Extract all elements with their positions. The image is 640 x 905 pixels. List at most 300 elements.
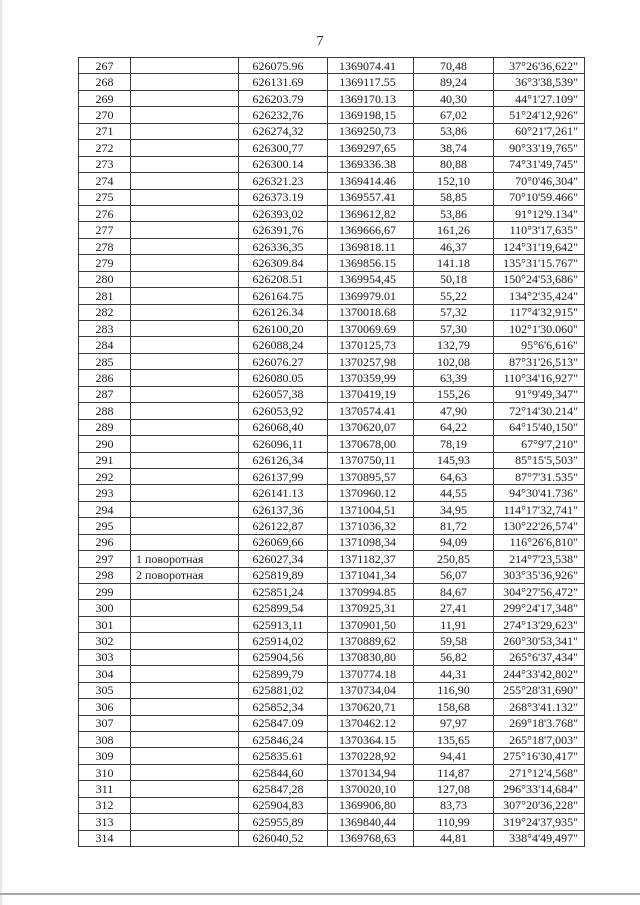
point-number-cell: 293 xyxy=(79,485,131,501)
table-row xyxy=(79,633,585,649)
distance-cell: 145,93 xyxy=(414,452,494,468)
table-row xyxy=(79,600,585,616)
point-number-cell: 296 xyxy=(79,534,131,550)
direction-angle-cell: 87°7'31.535" xyxy=(494,468,585,484)
x-coordinate-cell: 626122,87 xyxy=(239,518,328,534)
distance-cell: 53,86 xyxy=(414,205,494,221)
distance-cell: 155,26 xyxy=(414,386,494,402)
direction-angle-cell: 67°9'7,210" xyxy=(494,436,585,452)
point-type-cell xyxy=(131,189,239,205)
distance-cell: 56,07 xyxy=(414,567,494,583)
y-coordinate-cell: 1369666,67 xyxy=(328,222,414,238)
x-coordinate-cell: 626391,76 xyxy=(239,222,328,238)
point-number-cell: 303 xyxy=(79,649,131,665)
y-coordinate-cell: 1369954,45 xyxy=(328,271,414,287)
point-number-cell: 286 xyxy=(79,370,131,386)
direction-angle-cell: 37°26'36,622" xyxy=(494,58,585,74)
direction-angle-cell: 114°17'32,741" xyxy=(494,501,585,517)
direction-angle-cell: 269°18'3.768" xyxy=(494,715,585,731)
distance-cell: 55,22 xyxy=(414,288,494,304)
table-row xyxy=(79,567,585,583)
x-coordinate-cell: 626393,02 xyxy=(239,205,328,221)
direction-angle-cell: 271°12'4,568" xyxy=(494,764,585,780)
x-coordinate-cell: 625844,60 xyxy=(239,764,328,780)
point-number-cell: 274 xyxy=(79,173,131,189)
direction-angle-cell: 70°0'46,304" xyxy=(494,173,585,189)
point-number-cell: 280 xyxy=(79,271,131,287)
point-type-cell xyxy=(131,781,239,797)
table-row xyxy=(79,682,585,698)
point-number-cell: 304 xyxy=(79,666,131,682)
point-type-cell xyxy=(131,452,239,468)
direction-angle-cell: 274°13'29,623" xyxy=(494,616,585,632)
point-type-cell xyxy=(131,173,239,189)
distance-cell: 81,72 xyxy=(414,518,494,534)
x-coordinate-cell: 625913,11 xyxy=(239,616,328,632)
table-row xyxy=(79,452,585,468)
point-type-cell xyxy=(131,271,239,287)
x-coordinate-cell: 626131.69 xyxy=(239,74,328,90)
distance-cell: 59,58 xyxy=(414,633,494,649)
distance-cell: 158,68 xyxy=(414,699,494,715)
x-coordinate-cell: 626100,20 xyxy=(239,321,328,337)
x-coordinate-cell: 625899,79 xyxy=(239,666,328,682)
direction-angle-cell: 94°30'41.736" xyxy=(494,485,585,501)
x-coordinate-cell: 625847.09 xyxy=(239,715,328,731)
point-type-cell: 2 поворотная xyxy=(131,567,239,583)
point-number-cell: 272 xyxy=(79,140,131,156)
point-number-cell: 282 xyxy=(79,304,131,320)
point-type-cell xyxy=(131,633,239,649)
table-row xyxy=(79,748,585,764)
direction-angle-cell: 117°4'32,915" xyxy=(494,304,585,320)
table-row xyxy=(79,830,585,846)
point-type-cell xyxy=(131,649,239,665)
distance-cell: 110,99 xyxy=(414,814,494,830)
y-coordinate-cell: 1369612,82 xyxy=(328,205,414,221)
page-number: 7 xyxy=(316,34,324,49)
y-coordinate-cell: 1369198,15 xyxy=(328,107,414,123)
distance-cell: 127,08 xyxy=(414,781,494,797)
direction-angle-cell: 244°33'42,802" xyxy=(494,666,585,682)
x-coordinate-cell: 626053,92 xyxy=(239,403,328,419)
distance-cell: 44,31 xyxy=(414,666,494,682)
point-type-cell xyxy=(131,518,239,534)
point-number-cell: 297 xyxy=(79,551,131,567)
y-coordinate-cell: 1369414.46 xyxy=(328,173,414,189)
table-row xyxy=(79,468,585,484)
table-row xyxy=(79,74,585,90)
point-type-cell xyxy=(131,107,239,123)
distance-cell: 27,41 xyxy=(414,600,494,616)
distance-cell: 132,79 xyxy=(414,337,494,353)
x-coordinate-cell: 626088,24 xyxy=(239,337,328,353)
direction-angle-cell: 51°24'12,926" xyxy=(494,107,585,123)
x-coordinate-cell: 625899,54 xyxy=(239,600,328,616)
table-row xyxy=(79,666,585,682)
point-number-cell: 314 xyxy=(79,830,131,846)
distance-cell: 152,10 xyxy=(414,173,494,189)
direction-angle-cell: 275°16'30,417" xyxy=(494,748,585,764)
x-coordinate-cell: 626126.34 xyxy=(239,304,328,320)
y-coordinate-cell: 1370574.41 xyxy=(328,403,414,419)
table-row xyxy=(79,534,585,550)
point-type-cell xyxy=(131,90,239,106)
table-row xyxy=(79,321,585,337)
x-coordinate-cell: 626208.51 xyxy=(239,271,328,287)
point-type-cell xyxy=(131,534,239,550)
distance-cell: 89,24 xyxy=(414,74,494,90)
point-number-cell: 294 xyxy=(79,501,131,517)
direction-angle-cell: 85°15'5,503" xyxy=(494,452,585,468)
direction-angle-cell: 134°2'35,424" xyxy=(494,288,585,304)
distance-cell: 116,90 xyxy=(414,682,494,698)
table-row xyxy=(79,271,585,287)
y-coordinate-cell: 1370774.18 xyxy=(328,666,414,682)
table-row xyxy=(79,814,585,830)
table-row xyxy=(79,222,585,238)
point-type-cell xyxy=(131,58,239,74)
distance-cell: 102,08 xyxy=(414,353,494,369)
distance-cell: 40,30 xyxy=(414,90,494,106)
coordinates-table xyxy=(78,57,585,847)
x-coordinate-cell: 626141.13 xyxy=(239,485,328,501)
point-type-cell xyxy=(131,255,239,271)
point-type-cell xyxy=(131,699,239,715)
scan-bottom-edge xyxy=(0,893,640,895)
y-coordinate-cell: 1370462.12 xyxy=(328,715,414,731)
y-coordinate-cell: 1370678,00 xyxy=(328,436,414,452)
y-coordinate-cell: 1370960.12 xyxy=(328,485,414,501)
point-number-cell: 287 xyxy=(79,386,131,402)
direction-angle-cell: 36°3'38,539" xyxy=(494,74,585,90)
point-number-cell: 295 xyxy=(79,518,131,534)
point-number-cell: 307 xyxy=(79,715,131,731)
x-coordinate-cell: 626274,32 xyxy=(239,123,328,139)
y-coordinate-cell: 1371098,34 xyxy=(328,534,414,550)
x-coordinate-cell: 626096,11 xyxy=(239,436,328,452)
direction-angle-cell: 268°3'41.132" xyxy=(494,699,585,715)
point-type-cell xyxy=(131,140,239,156)
table-row xyxy=(79,288,585,304)
table-row xyxy=(79,255,585,271)
distance-cell: 80,88 xyxy=(414,156,494,172)
point-number-cell: 291 xyxy=(79,452,131,468)
x-coordinate-cell: 626321.23 xyxy=(239,173,328,189)
direction-angle-cell: 214°7'23,538" xyxy=(494,551,585,567)
point-number-cell: 281 xyxy=(79,288,131,304)
point-number-cell: 285 xyxy=(79,353,131,369)
direction-angle-cell: 60°21'7,261" xyxy=(494,123,585,139)
x-coordinate-cell: 626137,36 xyxy=(239,501,328,517)
x-coordinate-cell: 626164.75 xyxy=(239,288,328,304)
y-coordinate-cell: 1370620,07 xyxy=(328,419,414,435)
x-coordinate-cell: 626373.19 xyxy=(239,189,328,205)
table-row xyxy=(79,649,585,665)
direction-angle-cell: 44°1'27.109" xyxy=(494,90,585,106)
distance-cell: 97,97 xyxy=(414,715,494,731)
table-row xyxy=(79,699,585,715)
point-number-cell: 275 xyxy=(79,189,131,205)
point-number-cell: 271 xyxy=(79,123,131,139)
direction-angle-cell: 70°10'59.466" xyxy=(494,189,585,205)
direction-angle-cell: 338°4'49,497" xyxy=(494,830,585,846)
distance-cell: 47,90 xyxy=(414,403,494,419)
x-coordinate-cell: 625955,89 xyxy=(239,814,328,830)
point-type-cell xyxy=(131,304,239,320)
direction-angle-cell: 260°30'53,341" xyxy=(494,633,585,649)
point-number-cell: 300 xyxy=(79,600,131,616)
direction-angle-cell: 72°14'30.214" xyxy=(494,403,585,419)
point-number-cell: 267 xyxy=(79,58,131,74)
direction-angle-cell: 255°28'31,690" xyxy=(494,682,585,698)
table-row xyxy=(79,386,585,402)
point-number-cell: 308 xyxy=(79,731,131,747)
distance-cell: 84,67 xyxy=(414,584,494,600)
distance-cell: 44,81 xyxy=(414,830,494,846)
x-coordinate-cell: 626126,34 xyxy=(239,452,328,468)
distance-cell: 67,02 xyxy=(414,107,494,123)
point-number-cell: 289 xyxy=(79,419,131,435)
x-coordinate-cell: 625847,28 xyxy=(239,781,328,797)
x-coordinate-cell: 626300,77 xyxy=(239,140,328,156)
distance-cell: 114,87 xyxy=(414,764,494,780)
point-number-cell: 306 xyxy=(79,699,131,715)
point-type-cell xyxy=(131,403,239,419)
direction-angle-cell: 307°20'36,228" xyxy=(494,797,585,813)
x-coordinate-cell: 625846,24 xyxy=(239,731,328,747)
x-coordinate-cell: 625914,02 xyxy=(239,633,328,649)
table-row xyxy=(79,731,585,747)
x-coordinate-cell: 626309.84 xyxy=(239,255,328,271)
y-coordinate-cell: 1370069.69 xyxy=(328,321,414,337)
table-row xyxy=(79,156,585,172)
direction-angle-cell: 319°24'37,935" xyxy=(494,814,585,830)
direction-angle-cell: 296°33'14,684" xyxy=(494,781,585,797)
table-row xyxy=(79,140,585,156)
point-type-cell xyxy=(131,386,239,402)
point-number-cell: 270 xyxy=(79,107,131,123)
y-coordinate-cell: 1371041,34 xyxy=(328,567,414,583)
point-number-cell: 312 xyxy=(79,797,131,813)
distance-cell: 57,30 xyxy=(414,321,494,337)
x-coordinate-cell: 625835.61 xyxy=(239,748,328,764)
coordinates-table-container xyxy=(78,57,584,847)
y-coordinate-cell: 1370994.85 xyxy=(328,584,414,600)
point-type-cell xyxy=(131,731,239,747)
distance-cell: 44,55 xyxy=(414,485,494,501)
direction-angle-cell: 90°33'19,765" xyxy=(494,140,585,156)
y-coordinate-cell: 1369979.01 xyxy=(328,288,414,304)
y-coordinate-cell: 1370257,98 xyxy=(328,353,414,369)
distance-cell: 94,41 xyxy=(414,748,494,764)
x-coordinate-cell: 625851,24 xyxy=(239,584,328,600)
y-coordinate-cell: 1370228,92 xyxy=(328,748,414,764)
table-row xyxy=(79,337,585,353)
y-coordinate-cell: 1370734,04 xyxy=(328,682,414,698)
point-type-cell xyxy=(131,682,239,698)
x-coordinate-cell: 626203.79 xyxy=(239,90,328,106)
x-coordinate-cell: 626040,52 xyxy=(239,830,328,846)
point-type-cell xyxy=(131,485,239,501)
distance-cell: 58,85 xyxy=(414,189,494,205)
y-coordinate-cell: 1369840,44 xyxy=(328,814,414,830)
point-type-cell xyxy=(131,468,239,484)
point-number-cell: 292 xyxy=(79,468,131,484)
table-row xyxy=(79,781,585,797)
point-type-cell: 1 поворотная xyxy=(131,551,239,567)
distance-cell: 70,48 xyxy=(414,58,494,74)
x-coordinate-cell: 625881,02 xyxy=(239,682,328,698)
direction-angle-cell: 303°35'36,926" xyxy=(494,567,585,583)
distance-cell: 56,82 xyxy=(414,649,494,665)
y-coordinate-cell: 1370125,73 xyxy=(328,337,414,353)
y-coordinate-cell: 1370134,94 xyxy=(328,764,414,780)
direction-angle-cell: 265°18'7,003" xyxy=(494,731,585,747)
distance-cell: 57,32 xyxy=(414,304,494,320)
distance-cell: 11,91 xyxy=(414,616,494,632)
x-coordinate-cell: 625852,34 xyxy=(239,699,328,715)
direction-angle-cell: 110°3'17,635" xyxy=(494,222,585,238)
point-number-cell: 283 xyxy=(79,321,131,337)
y-coordinate-cell: 1370750,11 xyxy=(328,452,414,468)
point-type-cell xyxy=(131,205,239,221)
y-coordinate-cell: 1370895,57 xyxy=(328,468,414,484)
table-row xyxy=(79,764,585,780)
point-type-cell xyxy=(131,501,239,517)
point-type-cell xyxy=(131,288,239,304)
y-coordinate-cell: 1369336.38 xyxy=(328,156,414,172)
y-coordinate-cell: 1369170.13 xyxy=(328,90,414,106)
point-number-cell: 310 xyxy=(79,764,131,780)
y-coordinate-cell: 1369074.41 xyxy=(328,58,414,74)
y-coordinate-cell: 1370364.15 xyxy=(328,731,414,747)
x-coordinate-cell: 626232,76 xyxy=(239,107,328,123)
point-type-cell xyxy=(131,156,239,172)
table-row xyxy=(79,173,585,189)
direction-angle-cell: 74°31'49,745" xyxy=(494,156,585,172)
scan-left-edge xyxy=(0,0,2,905)
x-coordinate-cell: 626069,66 xyxy=(239,534,328,550)
x-coordinate-cell: 626076.27 xyxy=(239,353,328,369)
distance-cell: 141.18 xyxy=(414,255,494,271)
table-row xyxy=(79,501,585,517)
direction-angle-cell: 135°31'15.767" xyxy=(494,255,585,271)
direction-angle-cell: 130°22'26,574" xyxy=(494,518,585,534)
point-type-cell xyxy=(131,419,239,435)
y-coordinate-cell: 1370620,71 xyxy=(328,699,414,715)
point-type-cell xyxy=(131,123,239,139)
y-coordinate-cell: 1369768,63 xyxy=(328,830,414,846)
point-number-cell: 311 xyxy=(79,781,131,797)
point-type-cell xyxy=(131,238,239,254)
table-row xyxy=(79,715,585,731)
point-type-cell xyxy=(131,353,239,369)
table-row xyxy=(79,485,585,501)
table-row xyxy=(79,123,585,139)
point-number-cell: 278 xyxy=(79,238,131,254)
table-row xyxy=(79,90,585,106)
direction-angle-cell: 64°15'40,150" xyxy=(494,419,585,435)
point-type-cell xyxy=(131,666,239,682)
y-coordinate-cell: 1370889,62 xyxy=(328,633,414,649)
direction-angle-cell: 304°27'56,472" xyxy=(494,584,585,600)
direction-angle-cell: 91°12'9.134" xyxy=(494,205,585,221)
y-coordinate-cell: 1370020,10 xyxy=(328,781,414,797)
direction-angle-cell: 87°31'26,513" xyxy=(494,353,585,369)
direction-angle-cell: 150°24'53,686" xyxy=(494,271,585,287)
point-type-cell xyxy=(131,600,239,616)
coordinates-table-body xyxy=(79,58,585,847)
point-number-cell: 268 xyxy=(79,74,131,90)
point-number-cell: 298 xyxy=(79,567,131,583)
point-number-cell: 273 xyxy=(79,156,131,172)
point-type-cell xyxy=(131,584,239,600)
y-coordinate-cell: 1370359,99 xyxy=(328,370,414,386)
distance-cell: 83,73 xyxy=(414,797,494,813)
x-coordinate-cell: 626057,38 xyxy=(239,386,328,402)
x-coordinate-cell: 626300.14 xyxy=(239,156,328,172)
x-coordinate-cell: 626075.96 xyxy=(239,58,328,74)
direction-angle-cell: 110°34'16,927" xyxy=(494,370,585,386)
table-row xyxy=(79,797,585,813)
x-coordinate-cell: 626080.05 xyxy=(239,370,328,386)
point-number-cell: 276 xyxy=(79,205,131,221)
direction-angle-cell: 102°1'30.060" xyxy=(494,321,585,337)
distance-cell: 161,26 xyxy=(414,222,494,238)
direction-angle-cell: 124°31'19,642" xyxy=(494,238,585,254)
y-coordinate-cell: 1370018.68 xyxy=(328,304,414,320)
point-number-cell: 284 xyxy=(79,337,131,353)
distance-cell: 78,19 xyxy=(414,436,494,452)
table-row xyxy=(79,403,585,419)
y-coordinate-cell: 1369117.55 xyxy=(328,74,414,90)
table-row xyxy=(79,189,585,205)
distance-cell: 64,22 xyxy=(414,419,494,435)
x-coordinate-cell: 626068,40 xyxy=(239,419,328,435)
y-coordinate-cell: 1369250,73 xyxy=(328,123,414,139)
point-number-cell: 309 xyxy=(79,748,131,764)
table-row xyxy=(79,616,585,632)
table-row xyxy=(79,436,585,452)
distance-cell: 50,18 xyxy=(414,271,494,287)
point-type-cell xyxy=(131,797,239,813)
point-type-cell xyxy=(131,830,239,846)
x-coordinate-cell: 625904,83 xyxy=(239,797,328,813)
y-coordinate-cell: 1369557.41 xyxy=(328,189,414,205)
point-type-cell xyxy=(131,436,239,452)
distance-cell: 94,09 xyxy=(414,534,494,550)
distance-cell: 64,63 xyxy=(414,468,494,484)
point-number-cell: 302 xyxy=(79,633,131,649)
point-number-cell: 290 xyxy=(79,436,131,452)
direction-angle-cell: 95°6'6,616" xyxy=(494,337,585,353)
point-type-cell xyxy=(131,74,239,90)
table-row xyxy=(79,304,585,320)
point-type-cell xyxy=(131,715,239,731)
distance-cell: 34,95 xyxy=(414,501,494,517)
direction-angle-cell: 265°6'37,434" xyxy=(494,649,585,665)
table-row xyxy=(79,584,585,600)
point-number-cell: 299 xyxy=(79,584,131,600)
point-type-cell xyxy=(131,748,239,764)
table-row xyxy=(79,58,585,74)
y-coordinate-cell: 1371036,32 xyxy=(328,518,414,534)
point-number-cell: 301 xyxy=(79,616,131,632)
direction-angle-cell: 91°9'49,347" xyxy=(494,386,585,402)
point-number-cell: 269 xyxy=(79,90,131,106)
table-row xyxy=(79,205,585,221)
